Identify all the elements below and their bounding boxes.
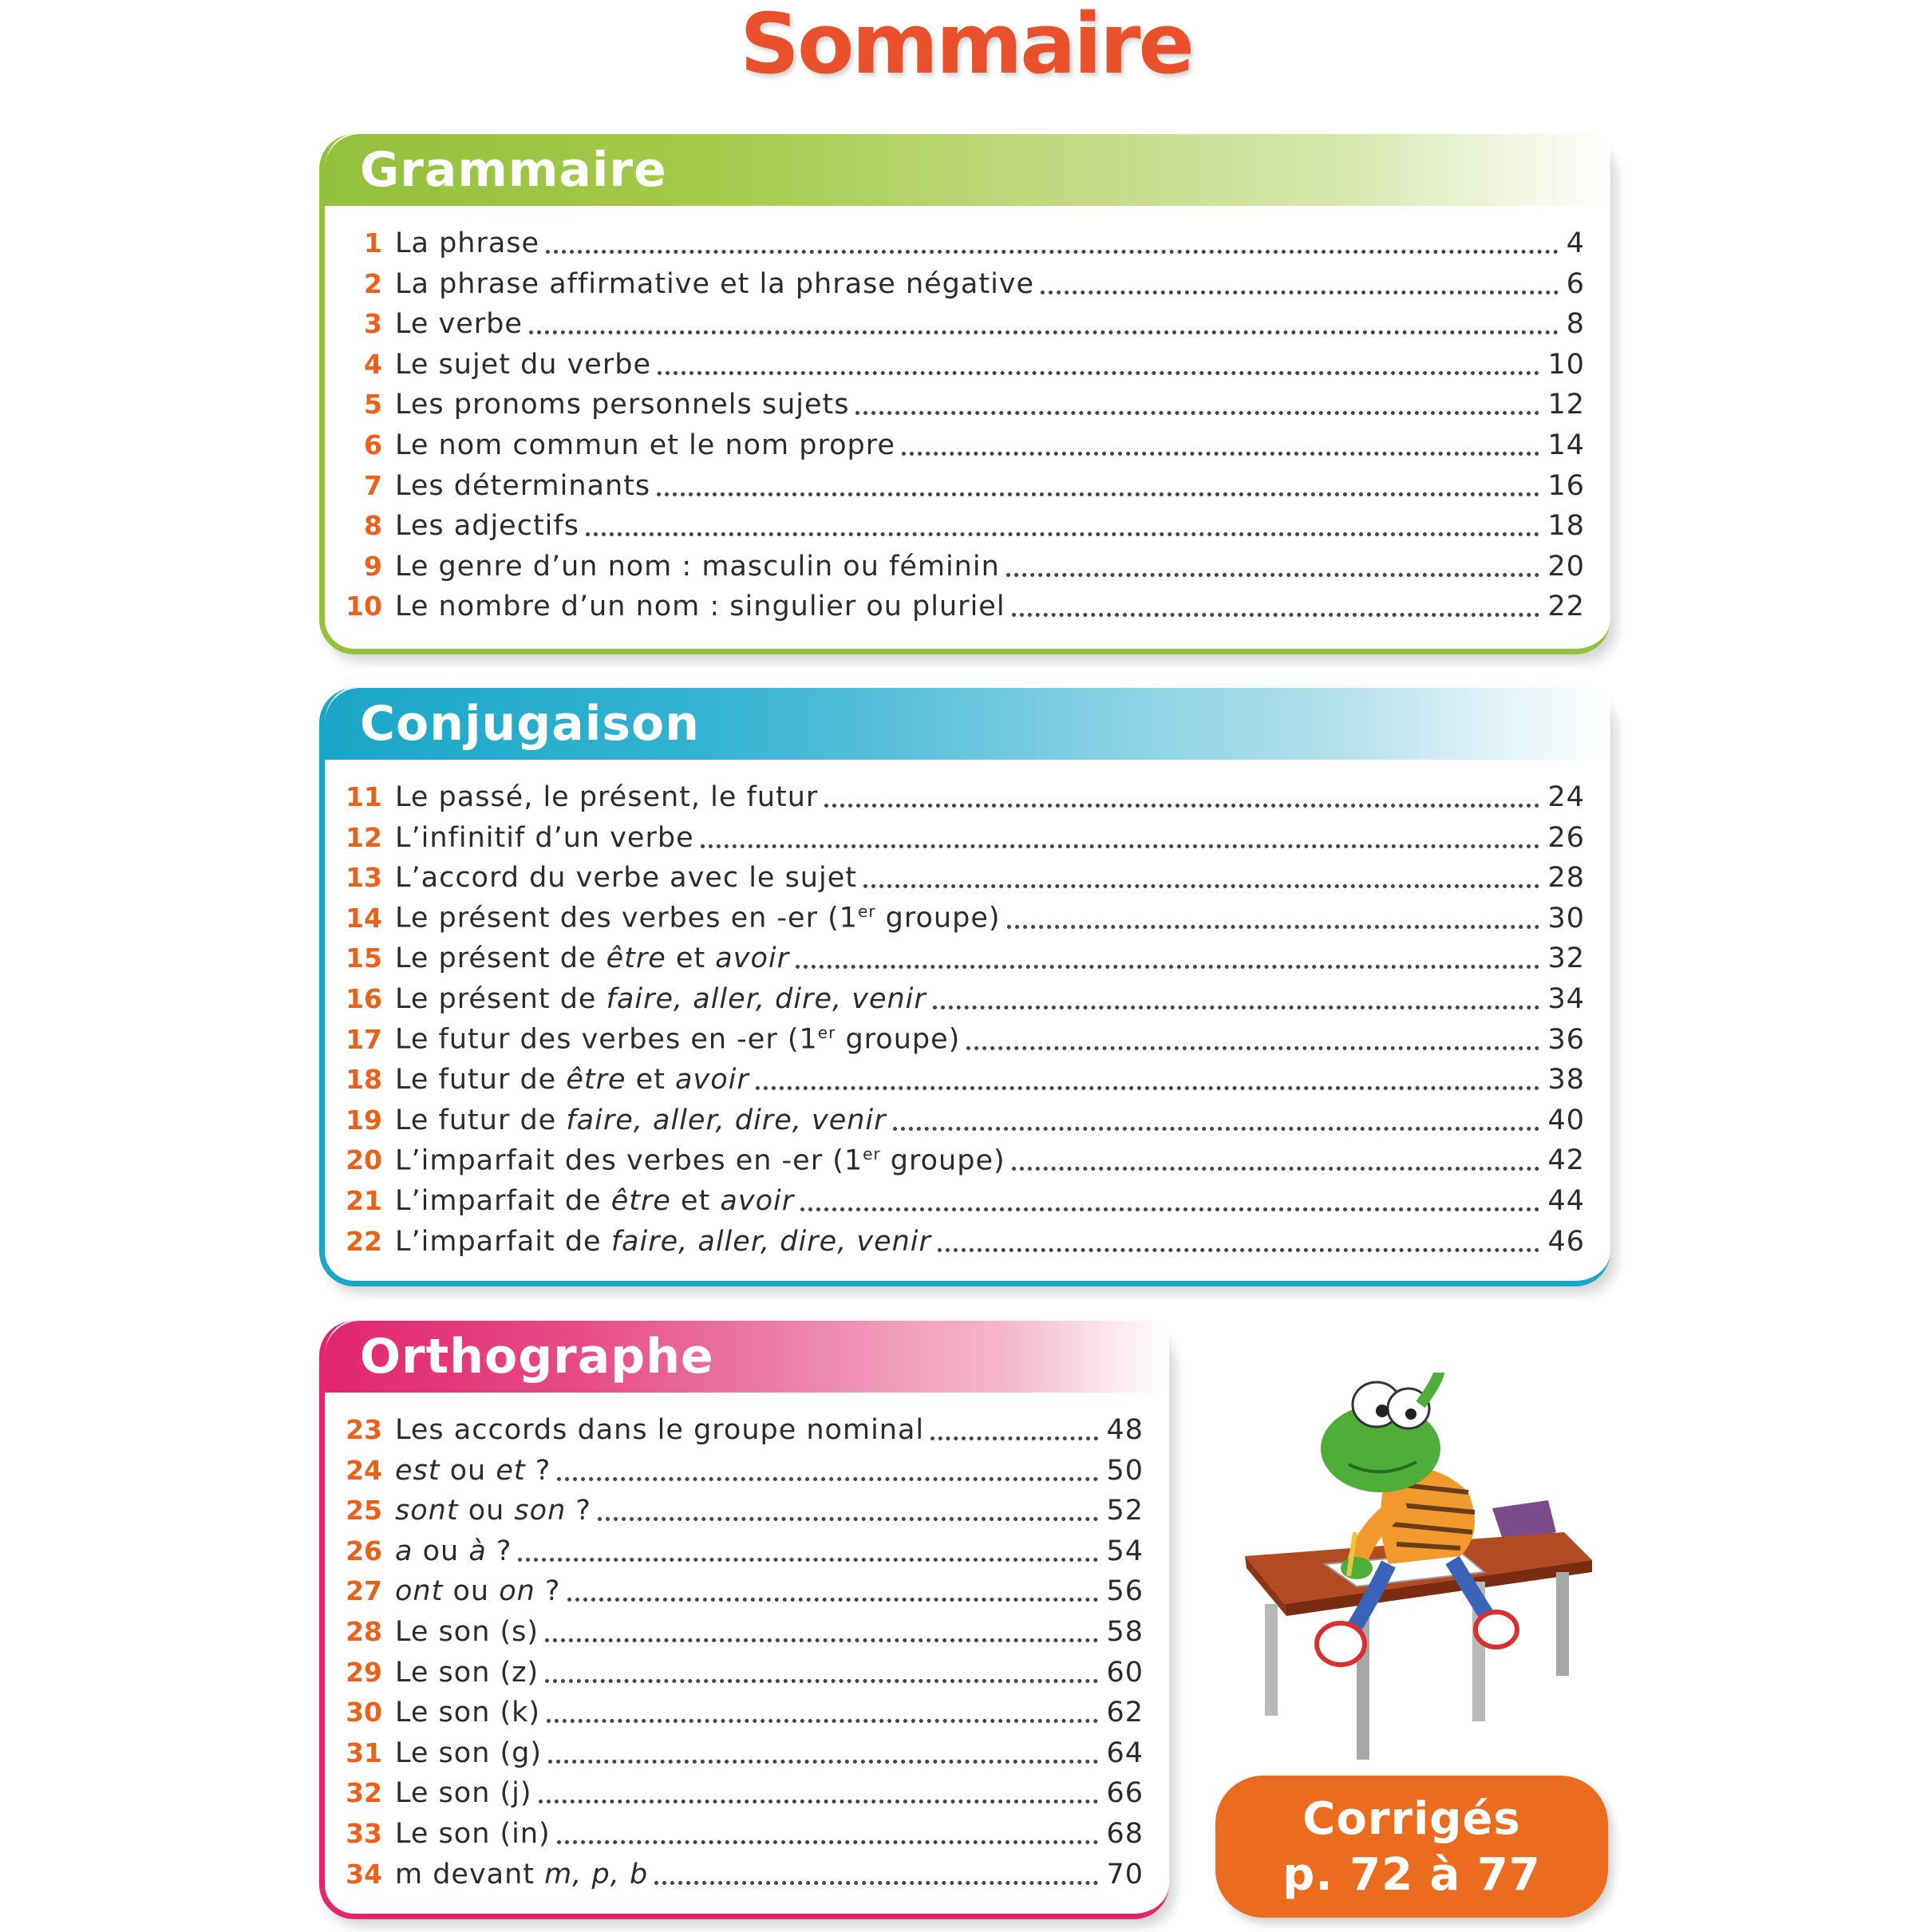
- toc-row: [325, 1571, 1169, 1611]
- lesson-title-part: on: [499, 1575, 535, 1608]
- dot-leader: [1012, 613, 1540, 617]
- lesson-title: [395, 1491, 591, 1531]
- lesson-title-part: être: [610, 1185, 671, 1217]
- page-number: 14: [1547, 429, 1585, 461]
- dot-leader: [557, 1840, 1099, 1844]
- lesson-title-part: avoir: [675, 1064, 749, 1096]
- section-title: Grammaire: [360, 142, 667, 198]
- dot-leader: [1007, 925, 1540, 929]
- lesson-number: 20: [346, 1144, 382, 1176]
- lesson-title: [395, 547, 1000, 587]
- lesson-number: 32: [346, 1777, 382, 1809]
- lesson-title: [395, 304, 523, 344]
- section-header: [325, 688, 1610, 760]
- lesson-number: 19: [346, 1104, 382, 1136]
- lesson-title-part: être: [566, 1064, 626, 1096]
- lesson-number: 21: [346, 1185, 382, 1216]
- lesson-title-part: être: [606, 942, 666, 975]
- lesson-title-part: Les déterminants: [395, 469, 651, 502]
- lesson-number: 22: [346, 1225, 382, 1257]
- lesson-title-part: er: [817, 1022, 836, 1042]
- toc-row: [325, 1773, 1169, 1813]
- lesson-title-part: avoir: [720, 1185, 795, 1217]
- lesson-title-part: groupe): [880, 1144, 1006, 1177]
- lesson-title-part: Le verbe: [395, 308, 523, 341]
- dot-leader: [557, 1477, 1098, 1481]
- lesson-title: [395, 891, 1001, 938]
- dot-leader: [796, 965, 1539, 969]
- lesson-title-part: L’infinitif d’un verbe: [395, 821, 694, 854]
- page-number: 30: [1547, 902, 1585, 934]
- lesson-title: [395, 587, 1006, 626]
- lesson-title-part: Les accords dans le groupe nominal: [395, 1414, 925, 1446]
- frog-at-desk-illustration: [1229, 1373, 1596, 1764]
- lesson-title-part: sont: [395, 1495, 459, 1527]
- lesson-title-part: Le sujet du verbe: [395, 348, 651, 381]
- dot-leader: [548, 1760, 1098, 1764]
- lesson-title-part: avoir: [715, 942, 789, 975]
- lesson-title: [395, 385, 849, 425]
- lesson-title-part: a: [395, 1535, 413, 1567]
- toc-row: [325, 1612, 1169, 1652]
- corriges-line2: p. 72 à 77: [1282, 1849, 1541, 1901]
- dot-leader: [893, 1127, 1540, 1131]
- lesson-title-part: Le son (g): [395, 1736, 543, 1769]
- toc-row: [325, 1814, 1169, 1854]
- corriges-line1: Corrigés: [1302, 1793, 1521, 1845]
- lesson-title: [395, 223, 539, 263]
- toc-row: [325, 1181, 1610, 1221]
- lesson-title: [395, 1134, 1006, 1181]
- lesson-title: [395, 1855, 648, 1894]
- lesson-title-part: ou: [440, 1454, 496, 1487]
- page-number: 18: [1547, 510, 1585, 543]
- page-number: 46: [1547, 1225, 1585, 1258]
- lesson-number: 4: [364, 348, 382, 380]
- page-number: 4: [1566, 227, 1585, 259]
- page-title: Sommaire: [740, 0, 1192, 93]
- page-number: 34: [1547, 983, 1585, 1015]
- lesson-title-part: et: [666, 942, 716, 975]
- lesson-number: 24: [346, 1454, 382, 1486]
- page-number: 58: [1106, 1616, 1144, 1648]
- page-number: 50: [1106, 1454, 1144, 1487]
- toc-row: [325, 1733, 1169, 1773]
- lesson-title-part: est: [395, 1454, 441, 1487]
- toc-row: [325, 587, 1610, 626]
- lesson-title-part: er: [858, 902, 876, 922]
- lesson-title-part: faire, aller, dire, venir: [606, 983, 926, 1015]
- lesson-number: 13: [346, 862, 382, 894]
- lesson-number: 6: [364, 429, 382, 460]
- lesson-number: 29: [346, 1656, 382, 1688]
- toc-row: [325, 1410, 1169, 1450]
- page-number: 36: [1547, 1023, 1585, 1056]
- lesson-title-part: ?: [535, 1575, 561, 1608]
- toc-row: [325, 938, 1610, 978]
- lesson-title: [395, 264, 1034, 304]
- page-number: 20: [1547, 550, 1585, 583]
- toc-row: [325, 899, 1610, 938]
- lesson-number: 12: [346, 821, 382, 853]
- lesson-number: 31: [346, 1736, 382, 1768]
- lesson-title-part: ont: [395, 1575, 444, 1608]
- lesson-title-part: et: [626, 1064, 676, 1096]
- toc-row: [325, 264, 1610, 304]
- lesson-title: [395, 466, 650, 506]
- lesson-title-part: L’accord du verbe avec le sujet: [395, 862, 857, 895]
- lesson-title-part: er: [863, 1144, 881, 1164]
- page-number: 26: [1547, 821, 1585, 854]
- lesson-title-part: groupe): [875, 902, 1001, 934]
- lesson-title-part: ?: [486, 1535, 512, 1567]
- dot-leader: [654, 1881, 1098, 1885]
- lesson-number: 5: [364, 389, 382, 421]
- dot-leader: [756, 1086, 1540, 1090]
- page-number: 22: [1547, 591, 1585, 623]
- section-header: [325, 134, 1610, 206]
- lesson-title-part: Le présent de: [395, 983, 606, 1015]
- dot-leader: [863, 884, 1539, 888]
- grammaire-panel: [319, 134, 1610, 654]
- page-number: 40: [1547, 1104, 1585, 1136]
- lesson-title: [395, 1693, 540, 1732]
- toc-row: [325, 1222, 1610, 1262]
- lesson-title-part: faire, aller, dire, venir: [566, 1104, 887, 1136]
- lesson-title-part: ou: [413, 1535, 469, 1567]
- toc-row: [325, 1020, 1610, 1060]
- page-number: 62: [1106, 1697, 1144, 1729]
- lesson-title-part: Le son (s): [395, 1616, 539, 1648]
- dot-leader: [800, 1207, 1539, 1211]
- lesson-number: 25: [346, 1495, 382, 1527]
- lesson-title-part: groupe): [836, 1023, 961, 1056]
- lesson-title: [395, 1653, 539, 1693]
- lesson-title: [395, 1013, 960, 1060]
- page-number: 54: [1106, 1535, 1144, 1567]
- lesson-title: [395, 1531, 512, 1571]
- toc-row: [325, 345, 1610, 385]
- lesson-number: 30: [346, 1697, 382, 1729]
- toc-row: [325, 425, 1610, 465]
- lesson-title-part: Le nom commun et le nom propre: [395, 429, 895, 461]
- dot-leader: [545, 1679, 1098, 1683]
- page-number: 42: [1547, 1144, 1585, 1177]
- toc-row: [325, 466, 1610, 506]
- lesson-title: [395, 1181, 794, 1221]
- page-number: 66: [1106, 1777, 1144, 1810]
- toc-row: [325, 777, 1610, 817]
- dot-leader: [701, 844, 1540, 848]
- section-title: Conjugaison: [360, 696, 700, 752]
- toc-row: [325, 385, 1610, 425]
- corriges-badge: [1215, 1776, 1608, 1918]
- dot-leader: [933, 1006, 1540, 1009]
- page-number: 12: [1547, 389, 1585, 421]
- lesson-title: [395, 1451, 551, 1491]
- lesson-title-part: Les adjectifs: [395, 510, 579, 543]
- lesson-number: 18: [346, 1064, 382, 1096]
- lesson-title-part: ou: [458, 1495, 515, 1527]
- page-number: 52: [1106, 1495, 1144, 1527]
- lesson-title-part: son: [514, 1495, 567, 1527]
- lesson-title-part: m, p, b: [544, 1858, 649, 1891]
- lesson-title-part: ?: [525, 1454, 551, 1487]
- toc-row: [325, 304, 1610, 344]
- page-number: 68: [1106, 1818, 1144, 1850]
- lesson-title-part: Le son (in): [395, 1818, 551, 1850]
- toc-row: [325, 1451, 1169, 1491]
- dot-leader: [824, 804, 1539, 808]
- lesson-title-part: et: [496, 1454, 526, 1487]
- toc-row: [325, 1491, 1169, 1531]
- toc-row: [325, 1140, 1610, 1180]
- lesson-title: [395, 1814, 551, 1854]
- page-number: 8: [1566, 308, 1585, 341]
- lesson-title-part: ou: [443, 1575, 500, 1608]
- lesson-title: [395, 425, 895, 465]
- page-number: 38: [1547, 1064, 1585, 1096]
- section-header: [325, 1321, 1169, 1393]
- lesson-number: 2: [364, 267, 382, 299]
- page-number: 6: [1566, 267, 1585, 300]
- lesson-title-part: Le genre d’un nom : masculin ou féminin: [395, 550, 1000, 583]
- lesson-title: [395, 1410, 924, 1450]
- page-number: 48: [1106, 1414, 1144, 1446]
- page-number: 44: [1547, 1185, 1585, 1217]
- toc-row: [325, 818, 1610, 858]
- lesson-number: 33: [346, 1818, 382, 1849]
- lesson-title-part: La phrase affirmative et la phrase négative: [395, 267, 1035, 300]
- dot-leader: [855, 411, 1539, 415]
- lesson-number: 1: [364, 227, 382, 259]
- toc-row: [325, 547, 1610, 587]
- lesson-title: [395, 506, 579, 546]
- lesson-title-part: Le futur de: [395, 1064, 567, 1096]
- dot-leader: [529, 330, 1559, 334]
- lesson-number: 28: [346, 1616, 382, 1647]
- lesson-title-part: à: [468, 1535, 487, 1567]
- conjugaison-panel: [319, 688, 1610, 1286]
- dot-leader: [966, 1046, 1539, 1050]
- lesson-title-part: L’imparfait de: [395, 1225, 611, 1258]
- dot-leader: [657, 492, 1539, 496]
- toc-row: [325, 1531, 1169, 1571]
- lesson-title-part: m devant: [395, 1858, 545, 1891]
- dot-leader: [546, 250, 1559, 254]
- dot-leader: [1041, 290, 1559, 294]
- lesson-title-part: Le futur de: [395, 1104, 567, 1136]
- dot-leader: [547, 1719, 1098, 1723]
- lesson-title: [395, 777, 818, 817]
- page-number: 56: [1106, 1575, 1144, 1608]
- lesson-title-part: Le son (k): [395, 1697, 541, 1729]
- lesson-number: 34: [346, 1858, 382, 1890]
- lesson-number: 14: [346, 902, 382, 934]
- lesson-number: 10: [346, 591, 382, 622]
- dot-leader: [1006, 573, 1540, 577]
- toc-row: [325, 1693, 1169, 1732]
- page-number: 60: [1106, 1656, 1144, 1689]
- dot-leader: [539, 1800, 1099, 1804]
- orthographe-panel: [319, 1321, 1169, 1919]
- lesson-title: [395, 1060, 749, 1100]
- lesson-number: 26: [346, 1535, 382, 1567]
- lesson-title: [395, 818, 694, 858]
- page-number: 16: [1547, 469, 1585, 502]
- lesson-title-part: L’imparfait des verbes en -er (1: [395, 1144, 863, 1177]
- lesson-number: 17: [346, 1023, 382, 1055]
- page-number: 10: [1547, 348, 1585, 381]
- lesson-number: 11: [346, 781, 382, 812]
- dot-leader: [586, 532, 1540, 536]
- dot-leader: [902, 452, 1540, 456]
- lesson-title-part: faire, aller, dire, venir: [610, 1225, 931, 1258]
- dot-leader: [1012, 1167, 1540, 1171]
- lesson-number: 8: [364, 510, 382, 542]
- lesson-number: 27: [346, 1575, 382, 1607]
- lesson-title: [395, 1222, 931, 1262]
- dot-leader: [658, 371, 1539, 375]
- lesson-title: [395, 1773, 532, 1813]
- lesson-title: [395, 345, 651, 385]
- dot-leader: [518, 1558, 1098, 1562]
- lesson-title: [395, 938, 789, 978]
- lesson-title: [395, 1612, 539, 1652]
- toc-row: [325, 223, 1610, 263]
- page-number: 24: [1547, 781, 1585, 813]
- lesson-title-part: Le passé, le présent, le futur: [395, 781, 819, 813]
- dot-leader: [545, 1638, 1098, 1642]
- lesson-number: 16: [346, 983, 382, 1014]
- lesson-title-part: Les pronoms personnels sujets: [395, 389, 850, 421]
- lesson-number: 23: [346, 1414, 382, 1445]
- lesson-number: 15: [346, 942, 382, 974]
- lesson-title-part: et: [670, 1185, 721, 1217]
- lesson-title-part: ?: [566, 1495, 591, 1527]
- dot-leader: [930, 1436, 1098, 1440]
- dot-leader: [938, 1248, 1540, 1252]
- toc-row: [325, 506, 1610, 546]
- lesson-title: [395, 1733, 542, 1773]
- lesson-title-part: Le son (j): [395, 1777, 532, 1810]
- lesson-title-part: Le son (z): [395, 1656, 539, 1689]
- page-number: 64: [1106, 1736, 1144, 1769]
- lesson-title-part: La phrase: [395, 227, 540, 259]
- section-title: Orthographe: [360, 1329, 714, 1385]
- lesson-title: [395, 1571, 561, 1611]
- dot-leader: [567, 1598, 1099, 1602]
- lesson-title-part: L’imparfait de: [395, 1185, 611, 1217]
- lesson-title-part: Le nombre d’un nom : singulier ou pluriel: [395, 591, 1006, 623]
- lesson-number: 9: [364, 550, 382, 582]
- page-number: 28: [1547, 862, 1585, 895]
- lesson-title-part: Le présent de: [395, 942, 606, 975]
- page-number: 70: [1106, 1858, 1144, 1891]
- lesson-title-part: Le futur des verbes en -er (1: [395, 1023, 818, 1056]
- dot-leader: [598, 1517, 1098, 1521]
- toc-row: [325, 1855, 1169, 1894]
- page-number: 32: [1547, 942, 1585, 975]
- lesson-number: 7: [364, 469, 382, 501]
- lesson-number: 3: [364, 308, 382, 340]
- toc-row: [325, 1060, 1610, 1100]
- toc-row: [325, 1653, 1169, 1693]
- lesson-title-part: Le présent des verbes en -er (1: [395, 902, 859, 934]
